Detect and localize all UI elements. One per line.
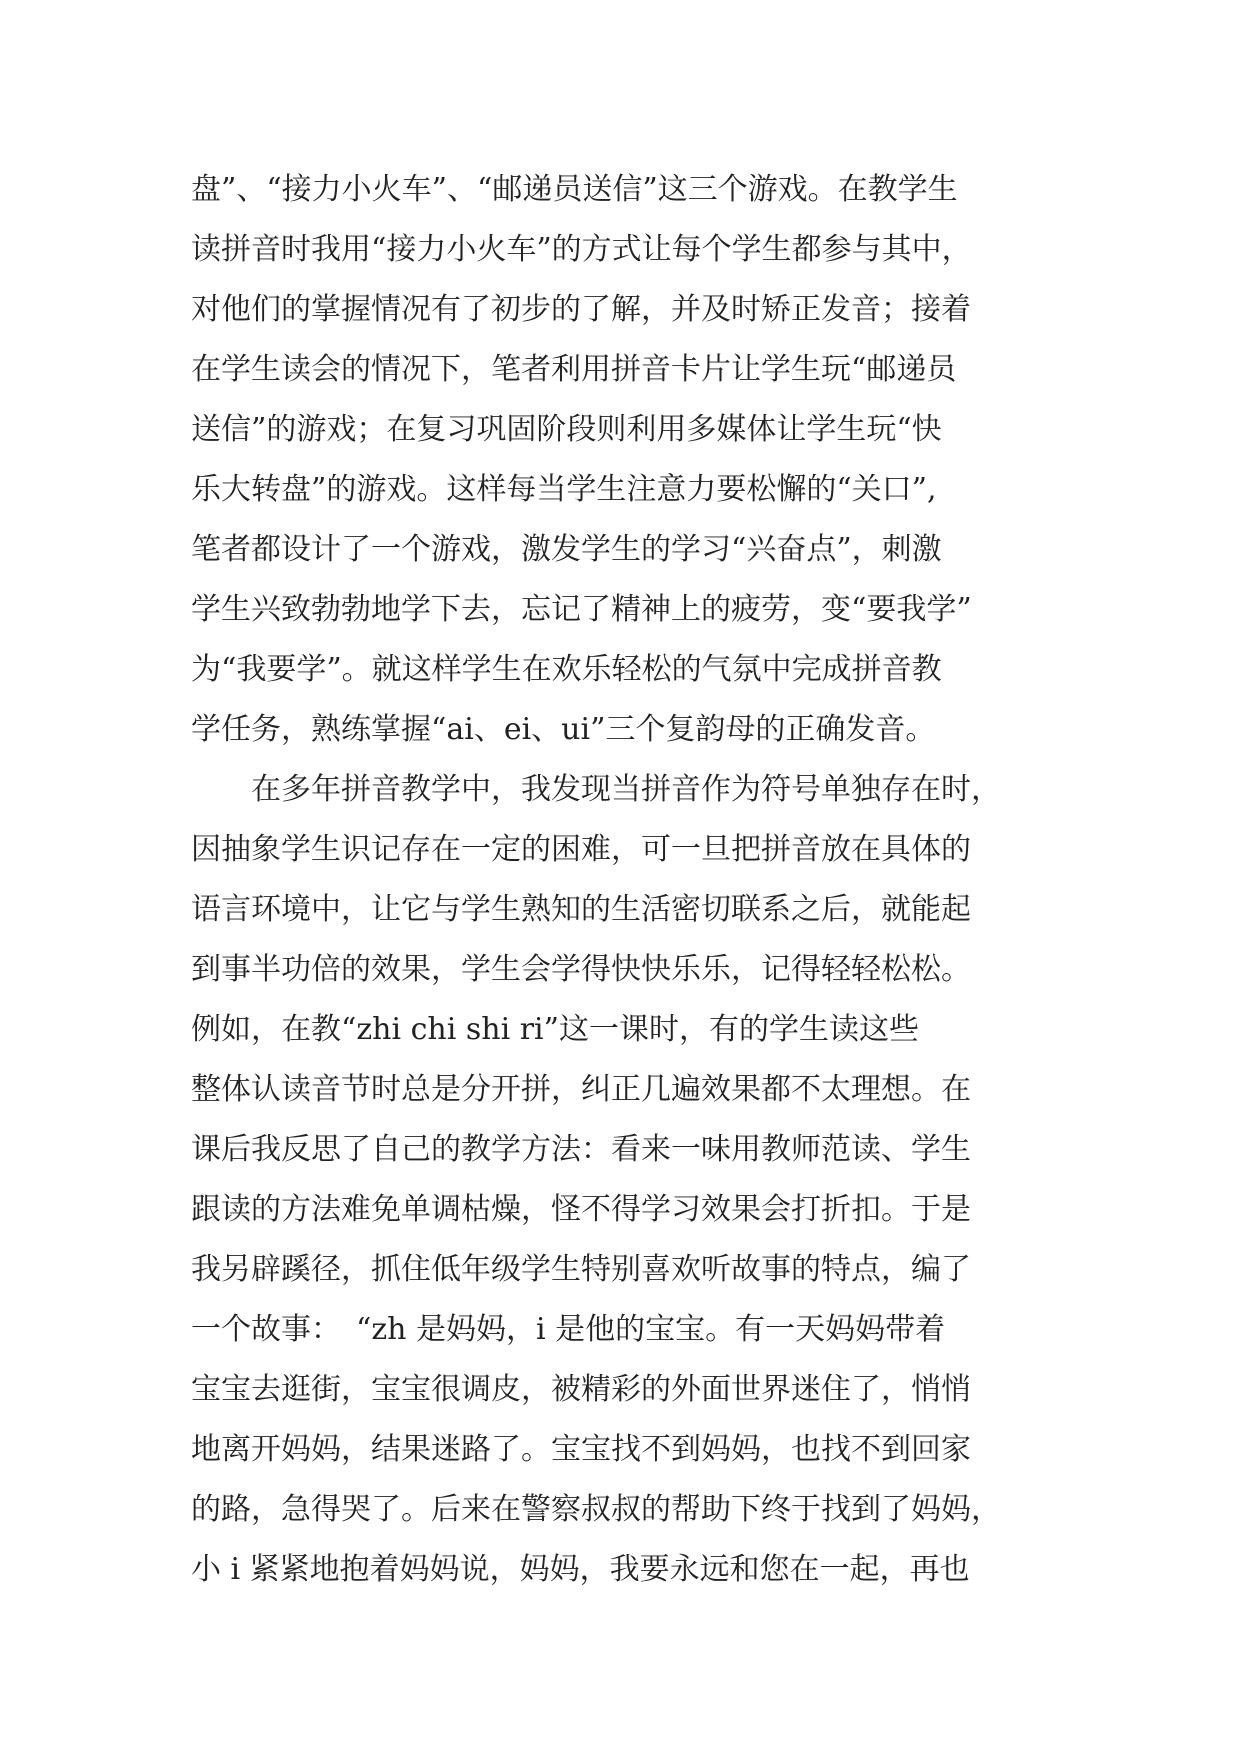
body-text xyxy=(191,160,1071,1600)
text-line-18: 跟读的方法难免单调枯燥，怪不得学习效果会打折扣。于是 xyxy=(191,1192,971,1227)
text-line-9: 为“我要学”。就这样学生在欢乐轻松的气氛中完成拼音教 xyxy=(191,652,942,687)
text-line-23: 的路，急得哭了。后来在警察叔叔的帮助下终于找到了妈妈， xyxy=(191,1492,1001,1527)
text-line-17: 课后我反思了自己的教学方法：看来一味用教师范读、学生 xyxy=(191,1132,971,1167)
text-line-7: 笔者都设计了一个游戏，激发学生的学习“兴奋点”，刺激 xyxy=(191,532,942,567)
text-line-1: 盘”、“接力小火车”、“邮递员送信”这三个游戏。在教学生 xyxy=(191,172,958,207)
text-line-16: 整体认读音节时总是分开拼，纠正几遍效果都不太理想。在 xyxy=(191,1072,971,1107)
text-line-20: 一个故事： “zh 是妈妈，i 是他的宝宝。有一天妈妈带着 xyxy=(191,1312,946,1347)
text-line-6: 乐大转盘”的游戏。这样每当学生注意力要松懈的“关口”, xyxy=(191,472,937,507)
text-line-5: 送信”的游戏；在复习巩固阶段则利用多媒体让学生玩“快 xyxy=(191,412,942,447)
text-line-2: 读拼音时我用“接力小火车”的方式让每个学生都参与其中， xyxy=(191,232,972,267)
text-line-3: 对他们的掌握情况有了初步的了解，并及时矫正发音；接着 xyxy=(191,292,971,327)
text-line-22: 地离开妈妈，结果迷路了。宝宝找不到妈妈，也找不到回家 xyxy=(191,1432,971,1467)
text-line-15: 例如，在教“zhi chi shi ri”这一课时，有的学生读这些 xyxy=(191,1012,919,1047)
text-line-14: 到事半功倍的效果，学生会学得快快乐乐，记得轻轻松松。 xyxy=(191,952,971,987)
text-line-13: 语言环境中，让它与学生熟知的生活密切联系之后，就能起 xyxy=(191,892,971,927)
text-line-12: 因抽象学生识记存在一定的困难，可一旦把拼音放在具体的 xyxy=(191,832,971,867)
text-line-8: 学生兴致勃勃地学下去，忘记了精神上的疲劳，变“要我学” xyxy=(191,592,972,627)
text-line-24: 小 i 紧紧地抱着妈妈说，妈妈，我要永远和您在一起，再也 xyxy=(191,1552,970,1587)
text-line-4: 在学生读会的情况下，笔者利用拼音卡片让学生玩“邮递员 xyxy=(191,352,957,387)
text-line-10: 学任务，熟练掌握“ai、ei、ui”三个复韵母的正确发音。 xyxy=(191,712,936,747)
text-line-11: 在多年拼音教学中，我发现当拼音作为符号单独存在时， xyxy=(191,772,1001,807)
text-line-19: 我另辟蹊径，抓住低年级学生特别喜欢听故事的特点，编了 xyxy=(191,1252,971,1287)
text-line-21: 宝宝去逛街，宝宝很调皮，被精彩的外面世界迷住了，悄悄 xyxy=(191,1372,971,1407)
